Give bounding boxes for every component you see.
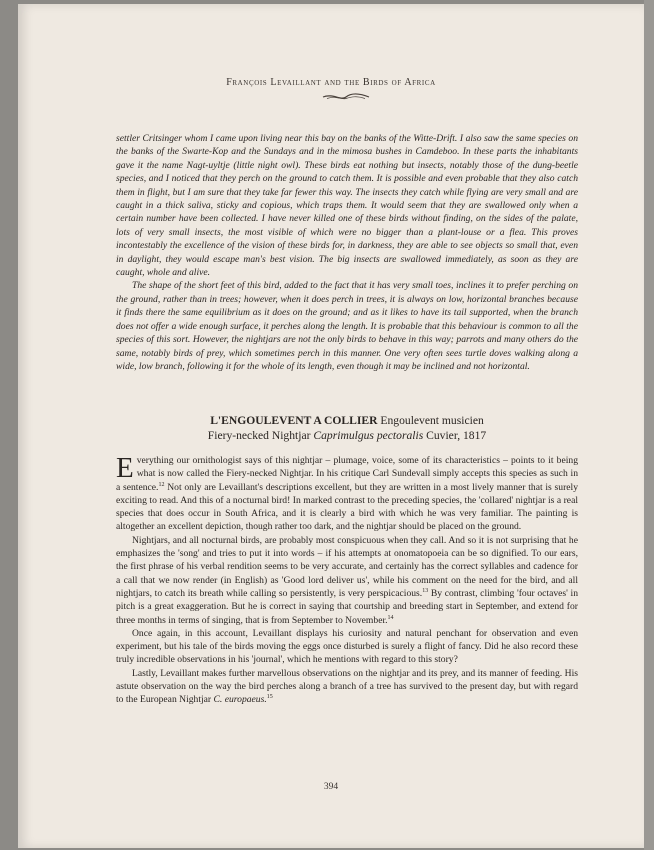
- page-edge: [644, 0, 654, 850]
- ornament-swash-icon: [321, 93, 371, 101]
- book-page: [18, 4, 644, 848]
- page-number: 394: [323, 782, 339, 792]
- quoted-paragraph-2: The shape of the short feet of this bird, added to the fact that it has very small toes, inclines it to prefer perching on the ground, rather than in trees; however, when it does perch in trees, it is always on low, horizontal branches because it finds there the same equilibrium as it does on the ground; and as it likes to have its tail supported, when the branch does not offer a wide enough surface, it perches along the length. It is probable that this behaviour is common to all the species of this sort. However, the nightjars are not the only birds to behave in this way; parrots and many others do the same, notably birds of prey, which sometimes perch in this manner. One very often sees turtle doves walking along a wide, low branch, following it for the whole of its length, even though it may be inclined and not horizontal.: [116, 280, 578, 372]
- drop-cap: E: [116, 452, 134, 484]
- footnote-ref: 15: [266, 694, 273, 701]
- quoted-paragraph-1: settler Critsinger whom I came upon living near this bay on the banks of the Witte-Drift. I also saw the same species on the banks of the Swarte-Kop and the Sundays and in the mimosa bushes in Camdeboo. In these parts the inhabitants gave it the name Nagt-uyltje (little night owl). These birds eat nothing but insects, notably those of the dung-beetle species, and I noticed that they perch on the ground to catch them. It is possible and even probable that they also catch them in flight, but I am sure that they take far fewer this way. The insects they catch while flying are very small and are caught in a thick saliva, sticky and copious, which traps them. It would seem that they are swallowed only when a certain number have been collected. I have never killed one of these birds without finding, on the sides of the palate, lots of very small insects, the most visible of which were no bigger than a plant-louse or a flea. This proves incontestably the excellence of the vision of these birds for, in darkness, they are able to see objects so small that, even in daylight, they would escape man's best vision. The big insects are swallowed immediately, as soon as they are caught, whole and alive.: [116, 133, 578, 279]
- authority: Cuvier, 1817: [426, 429, 487, 442]
- footnote-ref: 12: [158, 481, 165, 488]
- running-head: François Levaillant and the Birds of Africa: [226, 77, 436, 88]
- commentary: [116, 454, 578, 707]
- commentary-paragraph-2: Nightjars, and all nocturnal birds, are probably most conspicuous when they call. And so it is not surprising that he emphasizes the 'song' and tries to put it into words – if his attempts at onomatopoeia can be so dignified. To our ears, the first phrase of his verbal rendition seems to be very accurate, and certainly has the correct syllables and cadence for a call that we now render (in English) as 'Good lord deliver us', while his comment on the need for the bird, and all nightjars, to catch its breath while calling so persistently, is very perspicacious.$^{13}$ By contrast, climbing 'four octaves' in pitch is a great exaggeration. But he is correct in saying that courtship and breeding start in September, and extend for three months in terms of singing, that is from September to November.$^{14}$: [116, 534, 578, 626]
- scientific-name: Caprimulgus pectoralis: [313, 429, 424, 442]
- french-name: L'ENGOULEVENT A COLLIER: [210, 414, 378, 427]
- heading-line-1: [116, 413, 578, 428]
- heading-line-2: [116, 428, 578, 443]
- commentary-paragraph-3: Once again, in this account, Levaillant displays his curiosity and natural penchant for observation and even experiment, but his tale of the birds moving the eggs once disturbed is surely a flight of fancy. Did he also record these truly incredible observations in his 'journal', which he mentions with regard to this story?: [116, 627, 578, 666]
- english-name: Fiery-necked Nightjar: [207, 429, 311, 442]
- footnote-ref: 14: [387, 614, 394, 621]
- species-heading: [116, 413, 578, 443]
- alt-french-name: Engoulevent musicien: [380, 414, 484, 427]
- commentary-paragraph-4: Lastly, Levaillant makes further marvellous observations on the nightjar and its prey, and its manner of feeding. His astute observation on the way the bird perches along a branch of a tree has survived to the present day, but with regard to the European Nightjar C. europaeus.$^{15}$: [116, 667, 578, 706]
- species-name: C. europaeus.: [213, 694, 267, 706]
- footnote-ref: 13: [422, 587, 429, 594]
- quoted-translation: [116, 132, 578, 373]
- commentary-paragraph-1: Everything our ornithologist says of this nightjar – plumage, voice, some of its characteristics – points to it being what is now called the Fiery-necked Nightjar. In his critique Carl Sundevall simply accepts this species as such in a sentence.$^{12}$ Not only are Levaillant's descriptions excellent, but they are written in a most lively manner that is surely exciting to read. And this of a nocturnal bird! In marked contrast to the preceding species, the 'collared' nightjar is a real species that does occur in South Africa, and it is clearly a bird with which he was very familiar. The painting is altogether an excellent depiction, though rather too dark, and the nightjar should be placed on the ground.: [116, 452, 578, 533]
